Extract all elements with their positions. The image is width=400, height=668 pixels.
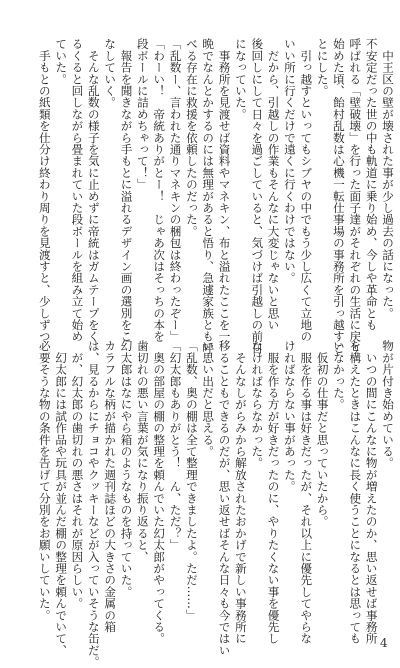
text-column: 「乱数ー、言われた通りマネキンの梱包は終わったぞー」 <box>168 38 183 343</box>
text-column: とにした。 <box>315 38 330 97</box>
text-column: 不安定だった世の中も軌道に乗り始め、今しや革命とも <box>364 38 379 331</box>
text-column: なしていく。 <box>103 38 118 109</box>
text-column: 必要そうな物の条件を告げて分別をお願いしていた。 <box>37 340 52 621</box>
text-column: そんな乱数の様子を気に止めずに帝統はガムテープをく <box>86 38 101 343</box>
text-column: 手もとの紙類を仕分け終わり周りを見渡すと、少しずつ <box>37 38 52 343</box>
text-column: 始めた頃、飴村乱数は心機一転仕事場の事務所を引っ越すこ <box>331 38 346 354</box>
text-column: 「わーい！ 帝統ありがとー！ じゃあ次はそっちの本を <box>152 38 167 343</box>
text-column: 中王区の壁が壊された事が少し過去の話になった。 <box>381 38 395 319</box>
text-column: 幻太郎には試作品や玩具が並んだ棚の整理を頼んでいて、 <box>54 340 69 656</box>
text-column: 移ることもできるのだが、思い返せばそんな日々も今ではい <box>217 340 232 656</box>
page-number: 4 <box>380 636 388 650</box>
text-column: なければならなかった。 <box>250 340 265 469</box>
text-column: そんなしがらみから解放されたおかげで新しい事務所に <box>233 340 248 645</box>
text-column: 奥の部屋の棚の整理を頼んでいた幻太郎がやってくる。 <box>152 340 167 645</box>
text-column: 歯切れの悪い言葉が気になり振り返ると、 <box>135 340 150 563</box>
text-column: いつの間にこんなに物が増えたのか、思い返せば事務所 <box>364 340 379 645</box>
text-column: 引っ越すといってもシブヤの中でもう少し広くて立地の <box>299 38 314 343</box>
text-column: いなかった。 <box>331 340 346 411</box>
text-column: 「乱数、奥の棚は全て整理できましたよ。ただ……」 <box>184 340 199 621</box>
text-column: 段ボールに詰めちゃって！」 <box>135 38 150 191</box>
text-column: 服を作る方が好きだったのに、やりたくない事を優先し <box>266 340 281 645</box>
text-column: いい所に行くだけで遠くに行くわけではない。 <box>282 38 297 284</box>
text-column: 事務所を見渡せば資料やマネキン、布と溢れたここを一 <box>217 38 232 343</box>
text-column: るくると回しながら畳まれていた段ボールを組み立て始め <box>70 38 85 343</box>
text-column: カラフルな柄が描かれた週刊誌ほどの大きさの金属の箱 <box>103 340 118 633</box>
text-column: べる存在に救援を依頼したのだった。 <box>184 38 199 237</box>
text-column: 服を作る事は好きだったが、それ以上に優先してやらな <box>299 340 314 645</box>
lower-text-block <box>36 340 396 668</box>
text-column: を構えたときはこんなに長く使うことになるとは思っても <box>348 340 363 645</box>
text-column: ていた。 <box>54 38 69 85</box>
text-column: 晩でなんとかするのには無理があると悟り、急遽家族とも呼 <box>201 38 216 354</box>
text-column: は、見るからにチョコやクッキーなどが入っていそうな缶だ。 <box>86 340 101 668</box>
text-column: 仮初の仕事だと思っていたから。 <box>315 340 330 528</box>
text-column: 「幻太郎もありがとう！ ん、ただ？」 <box>168 340 183 551</box>
text-column: い思い出だと思える。 <box>201 340 216 457</box>
text-column: 後回しにして日々を過ごしていると、気づけば引越しの前日 <box>250 38 265 354</box>
text-column: だから、引越しの作業もそんなに大変じゃないと思い <box>266 38 281 331</box>
text-column: 呼ばれる「壁破壊」を行った面子達がそれぞれの生活に戻り <box>348 38 363 354</box>
text-column: ければならない事があった。 <box>282 340 297 493</box>
text-column: 物が片付き始めている。 <box>381 340 395 469</box>
text-column: 報告を聞きながら手もとに溢れるデザイン画の選別をこ <box>119 38 134 343</box>
text-column: が、幻太郎の歯切れの悪さはそれが原因らしい。 <box>70 340 85 610</box>
upper-text-block <box>36 38 396 354</box>
text-column: 幻太郎はなにやら箱のようなものを持っていた。 <box>119 340 134 598</box>
text-column: になっていた。 <box>233 38 248 120</box>
